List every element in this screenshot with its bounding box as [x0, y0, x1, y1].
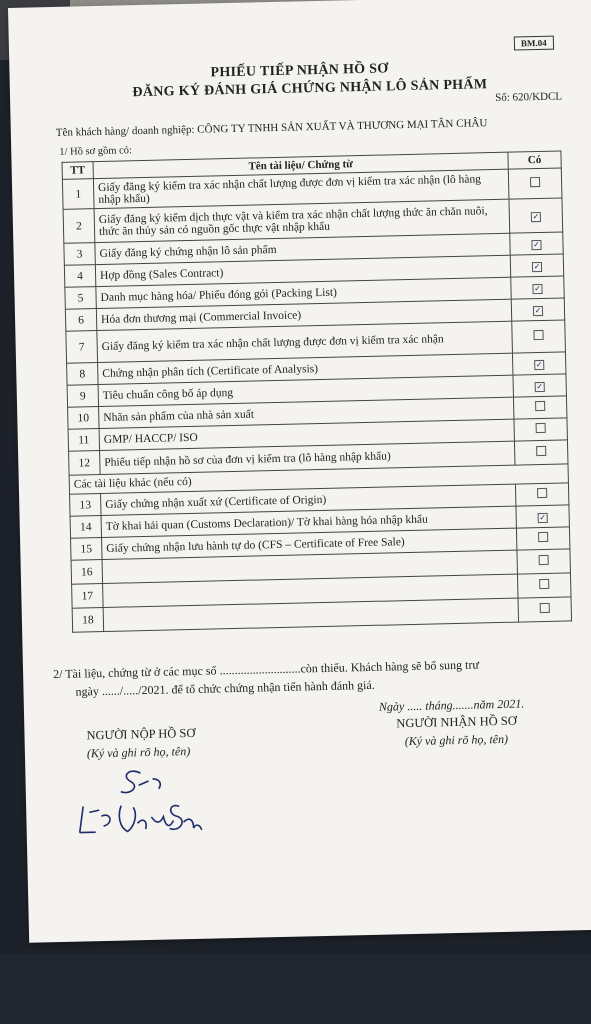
- date-line: Ngày ..... tháng.......năm 2021.: [378, 696, 525, 714]
- note-line-2: ngày ....../...../2021. để tổ chức chứng nhận tiến hành đánh giá.: [75, 677, 375, 699]
- row-number: 3: [64, 243, 95, 266]
- row-check-cell: [511, 276, 564, 299]
- checkbox-icon[interactable]: ✓: [534, 283, 541, 293]
- row-check-cell: [510, 232, 563, 255]
- checkbox-icon[interactable]: [539, 555, 549, 565]
- checkbox-icon[interactable]: [538, 532, 548, 542]
- table-body: [62, 168, 568, 475]
- table-body-other: [70, 483, 572, 632]
- checkbox-icon[interactable]: ✓: [533, 239, 540, 249]
- row-check-cell: [516, 527, 569, 550]
- row-number: 10: [68, 407, 99, 430]
- row-number: 16: [71, 560, 103, 585]
- row-document-name: Nhãn sản phẩm của nhà sản xuất: [99, 397, 514, 428]
- row-document-name: Phiếu tiếp nhận hồ sơ của đơn vị kiểm tra (lô hàng nhập khẩu): [100, 441, 515, 474]
- row-check-cell: [513, 374, 566, 397]
- row-check-cell: [514, 440, 568, 465]
- row-number: 4: [64, 265, 95, 288]
- row-check-cell: [515, 483, 568, 506]
- row-document-name: Tờ khai hải quan (Customs Declaration)/ Tờ khai hàng hóa nhập khẩu: [101, 506, 516, 537]
- row-document-name: Giấy đăng ký kiểm tra xác nhận chất lượng được đơn vị kiểm tra xác nhận (lô hàng nhập khẩu): [93, 169, 509, 208]
- checkbox-icon[interactable]: ✓: [534, 305, 542, 315]
- row-number: 18: [72, 607, 104, 632]
- document-checklist-table: [62, 150, 573, 632]
- row-check-cell: [511, 298, 564, 321]
- checkbox-icon[interactable]: [530, 177, 540, 187]
- row-number: 5: [65, 287, 96, 310]
- checkbox-icon[interactable]: ✓: [533, 261, 541, 271]
- checkbox-icon[interactable]: [540, 603, 550, 613]
- checkbox-icon[interactable]: [533, 330, 543, 340]
- handwritten-signature: [70, 764, 212, 847]
- row-number: 2: [63, 209, 95, 244]
- row-document-name: Giấy đăng ký kiểm tra xác nhận chất lượng được đơn vị kiểm tra xác nhận: [97, 321, 513, 362]
- row-check-cell: [508, 168, 562, 199]
- row-number: 15: [71, 538, 102, 561]
- row-number: 13: [70, 494, 101, 517]
- checkbox-icon[interactable]: [536, 446, 546, 456]
- checkbox-icon[interactable]: ✓: [536, 381, 544, 391]
- header-name: Tên tài liệu/ Chứng từ: [93, 152, 508, 178]
- other-docs-label: Các tài liệu khác (nếu có): [69, 464, 568, 494]
- customer-line: Tên khách hàng/ doanh nghiệp: CÔNG TY TNHH SẢN XUẤT VÀ THƯƠNG MẠI TÂN CHÂU: [55, 117, 488, 139]
- checkbox-icon[interactable]: [539, 579, 549, 589]
- document-number: Số: 620/KDCL: [495, 90, 563, 104]
- row-number: 9: [67, 385, 98, 408]
- row-document-name: Danh mục hàng hóa/ Phiếu đóng gói (Packing List): [96, 277, 511, 308]
- row-check-cell: [509, 198, 563, 233]
- row-number: 6: [65, 309, 96, 332]
- row-document-name: Giấy chứng nhận lưu hành tự do (CFS – Certificate of Free Sale): [102, 528, 517, 559]
- document-sheet: [8, 0, 591, 943]
- checkbox-icon[interactable]: [537, 488, 547, 498]
- row-check-cell: [512, 352, 565, 375]
- header-no: TT: [62, 162, 93, 180]
- row-number: 12: [69, 451, 101, 476]
- row-document-name: Giấy đăng ký chứng nhận lô sản phẩm: [95, 233, 510, 264]
- row-number: 14: [70, 516, 101, 539]
- row-document-name: Tiêu chuẩn công bố áp dụng: [98, 375, 513, 406]
- header-check: Có: [508, 151, 561, 169]
- checkbox-icon[interactable]: [536, 423, 546, 433]
- submitter-title: NGƯỜI NỘP HỒ SƠ: [86, 725, 196, 743]
- form-code: BM.04: [514, 36, 554, 51]
- receiver-title: NGƯỜI NHẬN HỒ SƠ: [396, 713, 517, 731]
- submitter-subtitle: (Ký và ghi rõ họ, tên): [86, 744, 191, 761]
- row-check-cell: [518, 597, 572, 622]
- row-check-cell: [513, 396, 566, 419]
- note-line-1: 2/ Tài liệu, chứng từ ở các mục số ...........................còn thiếu. Khách hàng sẽ bổ sung trư: [52, 657, 480, 682]
- row-number: 7: [66, 331, 98, 364]
- row-document-name: Chứng nhận phân tích (Certificate of Analysis): [98, 353, 513, 384]
- section-1-label: 1/ Hồ sơ gồm có:: [59, 145, 133, 158]
- checkbox-icon[interactable]: ✓: [535, 359, 543, 369]
- row-number: 8: [67, 363, 98, 386]
- row-check-cell: [514, 418, 567, 441]
- title-line-1: PHIẾU TIẾP NHẬN HỒ SƠ: [210, 61, 389, 81]
- background-bottom: [0, 955, 591, 1024]
- row-check-cell: [512, 320, 566, 353]
- row-check-cell: [516, 505, 569, 528]
- checkbox-icon[interactable]: ✓: [539, 512, 547, 522]
- row-number: 11: [68, 429, 99, 452]
- row-document-name: Hóa đơn thương mại (Commercial Invoice): [96, 299, 511, 330]
- row-number: 1: [62, 179, 94, 210]
- row-document-name: Giấy chứng nhận xuất xứ (Certificate of Origin): [101, 484, 516, 515]
- row-check-cell: [510, 254, 563, 277]
- checkbox-icon[interactable]: ✓: [532, 211, 540, 221]
- row-number: 17: [72, 584, 104, 609]
- row-check-cell: [517, 549, 571, 574]
- row-document-name: Hợp đồng (Sales Contract): [95, 255, 510, 286]
- row-document-name: Giấy đăng ký kiểm dịch thực vật và kiểm tra xác nhận chất lượng thức ăn chăn nuôi, thức ăn thủy sản có nguồn gốc thực vật nhập khẩu: [94, 199, 510, 242]
- title-line-2: ĐĂNG KÝ ĐÁNH GIÁ CHỨNG NHẬN LÔ SẢN PHẨM: [132, 77, 488, 101]
- row-document-name: GMP/ HACCP/ ISO: [99, 419, 514, 450]
- receiver-subtitle: (Ký và ghi rõ họ, tên): [404, 731, 509, 749]
- row-check-cell: [517, 573, 571, 598]
- checkbox-icon[interactable]: [535, 401, 545, 411]
